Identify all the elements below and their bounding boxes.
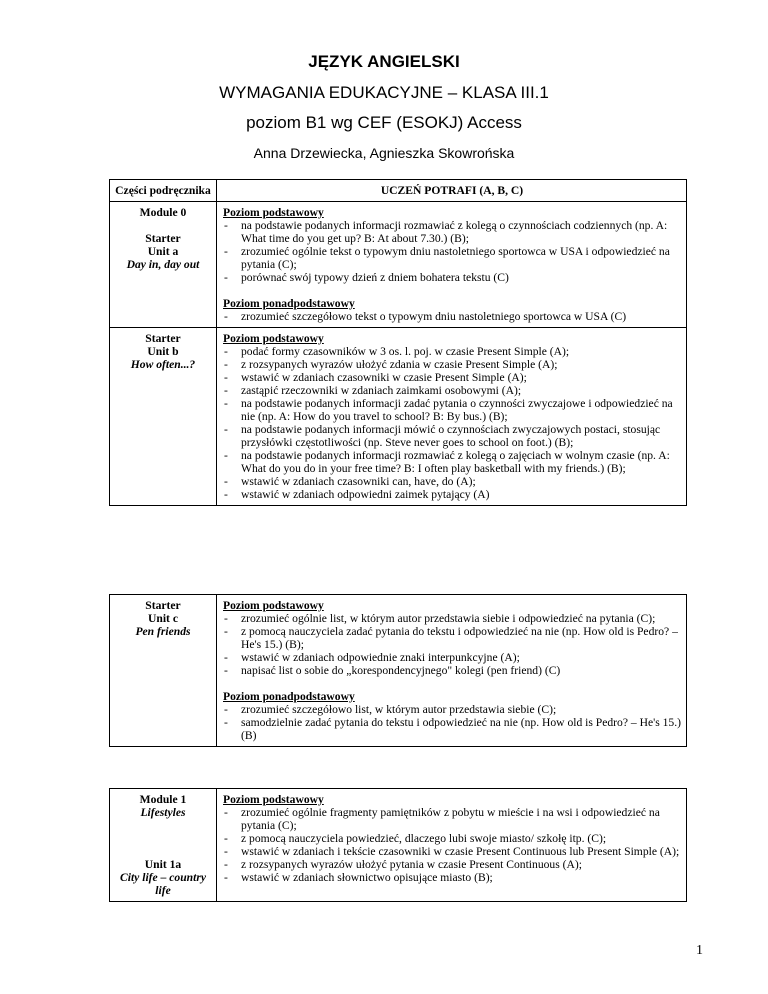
list-item: - na podstawie podanych informacji zadać pytania o czynności zwyczajowe i odpowiedzieć na nie (np. A: How do you travel to school? B: By bus.) (B); — [223, 397, 681, 423]
level-heading-basic: Poziom podstawowy — [223, 599, 324, 612]
unit-module: Module 1 — [139, 793, 187, 806]
unit-number: Unit c — [148, 612, 178, 625]
col-header-parts: Części podręcznika — [110, 180, 217, 202]
table-header-row — [110, 180, 687, 202]
table-row-unit-c — [110, 595, 687, 747]
unit-title: City life – country life — [120, 871, 206, 897]
list-item: - wstawić w zdaniach czasowniki can, have, do (A); — [223, 475, 681, 488]
skills-cell-module0 — [217, 202, 687, 328]
level-heading-advanced: Poziom ponadpodstawowy — [223, 690, 355, 703]
level-heading-advanced: Poziom ponadpodstawowy — [223, 297, 355, 310]
document-subtitle: WYMAGANIA EDUKACYJNE – KLASA III.1 — [219, 83, 549, 102]
basic-skills-list — [223, 345, 681, 501]
page-number: 1 — [696, 943, 703, 958]
requirements-table-2 — [109, 594, 687, 747]
list-item: - na podstawie podanych informacji mówić o czynnościach zwyczajowych postaci, stosując przysłówki częstotliwości (np. Steve never goes to school on foot.) (B); — [223, 423, 681, 449]
basic-skills-list — [223, 219, 681, 284]
list-item: - z pomocą nauczyciela powiedzieć, dlaczego lubi swoje miasto/ szkołę itp. (C); — [223, 832, 681, 845]
list-item: - wstawić w zdaniach odpowiedni zaimek pytający (A) — [223, 488, 681, 501]
unit-starter: Starter — [145, 232, 181, 245]
table-row-module1 — [110, 789, 687, 902]
col-header-skills: UCZEŃ POTRAFI (A, B, C) — [217, 180, 687, 202]
unit-cell-unit-b — [110, 328, 217, 506]
requirements-table-1 — [109, 179, 687, 506]
document-title: JĘZYK ANGIELSKI — [308, 52, 460, 71]
list-item: - napisać list o sobie do „korespondencyjnego" kolegi (pen friend) (C) — [223, 664, 681, 677]
list-item: - wstawić w zdaniach i tekście czasowniki w czasie Present Continuous lub Present Simple (A); — [223, 845, 681, 858]
list-item: - na podstawie podanych informacji rozmawiać z kolegą o zajęciach w wolnym czasie (np. A: What do you do in your free time? B: I often play basketball with my friends.) (B); — [223, 449, 681, 475]
table-row-module0 — [110, 202, 687, 328]
list-item: - zrozumieć ogólnie tekst o typowym dniu nastoletniego sportowca w USA i odpowiedzieć na pytania (C); — [223, 245, 681, 271]
list-item: - na podstawie podanych informacji rozmawiać z kolegą o czynnościach codziennych (np. A: What time do you get up? B: At about 7.30.) (B); — [223, 219, 681, 245]
list-item: - zrozumieć ogólnie list, w którym autor przedstawia siebie i odpowiedzieć na pytania (C); — [223, 612, 681, 625]
list-item: - zrozumieć szczegółowo list, w którym autor przedstawia siebie (C); — [223, 703, 681, 716]
document-authors: Anna Drzewiecka, Agnieszka Skowrońska — [253, 145, 515, 161]
list-item: - zastąpić rzeczowniki w zdaniach zaimkami osobowymi (A); — [223, 384, 681, 397]
list-item: - porównać swój typowy dzień z dniem bohatera tekstu (C) — [223, 271, 681, 284]
document-level: poziom B1 wg CEF (ESOKJ) Access — [246, 113, 522, 132]
skills-cell-unit-c — [217, 595, 687, 747]
unit-cell-unit-c — [110, 595, 217, 747]
advanced-skills-list — [223, 703, 681, 742]
list-item: - podać formy czasowników w 3 os. l. poj. w czasie Present Simple (A); — [223, 345, 681, 358]
list-item: - wstawić w zdaniach czasowniki w czasie Present Simple (A); — [223, 371, 681, 384]
unit-cell-module0 — [110, 202, 217, 328]
skills-cell-module1 — [217, 789, 687, 902]
unit-starter: Starter — [145, 599, 181, 612]
basic-skills-list — [223, 612, 681, 677]
unit-title: Pen friends — [135, 625, 191, 638]
advanced-skills-list — [223, 310, 681, 323]
module-title: Lifestyles — [140, 806, 186, 819]
list-item: - zrozumieć ogólnie fragmenty pamiętników z pobytu w mieście i na wsi i odpowiedzieć na pytania (C); — [223, 806, 681, 832]
unit-title: Day in, day out — [126, 258, 200, 271]
unit-number: Unit b — [147, 345, 179, 358]
list-item: - wstawić w zdaniach odpowiednie znaki interpunkcyjne (A); — [223, 651, 681, 664]
unit-number: Unit 1a — [144, 858, 182, 871]
requirements-table-3 — [109, 788, 687, 902]
unit-starter: Starter — [145, 332, 181, 345]
skills-cell-unit-b — [217, 328, 687, 506]
unit-module: Module 0 — [139, 206, 187, 219]
unit-cell-module1 — [110, 789, 217, 902]
basic-skills-list — [223, 806, 681, 884]
list-item: - z rozsypanych wyrazów ułożyć zdania w czasie Present Simple (A); — [223, 358, 681, 371]
unit-title: How often...? — [130, 358, 196, 371]
list-item: - z pomocą nauczyciela zadać pytania do tekstu i odpowiedzieć na nie (np. How old is Pedro? – He's 15.) (B); — [223, 625, 681, 651]
table-row-unit-b — [110, 328, 687, 506]
level-heading-basic: Poziom podstawowy — [223, 332, 324, 345]
level-heading-basic: Poziom podstawowy — [223, 206, 324, 219]
level-heading-basic: Poziom podstawowy — [223, 793, 324, 806]
list-item: - samodzielnie zadać pytania do tekstu i odpowiedzieć na nie (np. How old is Pedro? – He's 15.) (B) — [223, 716, 681, 742]
list-item: - zrozumieć szczegółowo tekst o typowym dniu nastoletniego sportowca w USA (C) — [223, 310, 681, 323]
unit-number: Unit a — [147, 245, 179, 258]
list-item: - z rozsypanych wyrazów ułożyć pytania w czasie Present Continuous (A); — [223, 858, 681, 871]
list-item: - wstawić w zdaniach słownictwo opisujące miasto (B); — [223, 871, 681, 884]
